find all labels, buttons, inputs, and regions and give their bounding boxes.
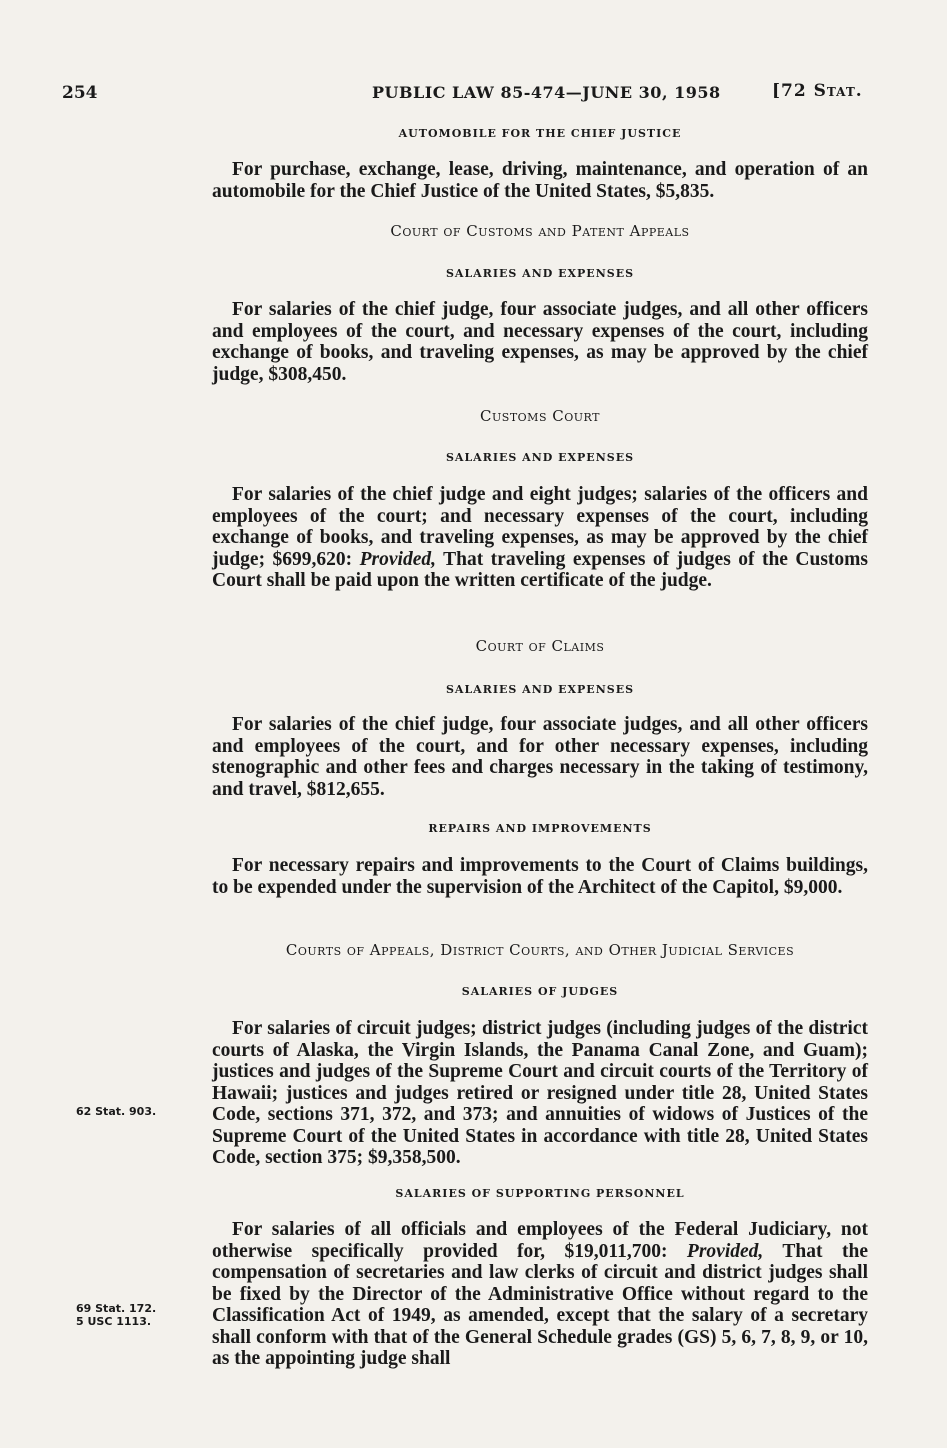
section-heading: REPAIRS AND IMPROVEMENTS [428, 822, 652, 835]
page-number: 254 [62, 83, 98, 103]
section-heading: SALARIES AND EXPENSES [445, 683, 635, 696]
margin-note: 69 Stat. 172. 5 USC 1113. [76, 1302, 157, 1328]
margin-note: 62 Stat. 903. [76, 1105, 157, 1118]
statute-reference: [72 Stat. [772, 81, 863, 101]
section-paragraph: For salaries of the chief judge, four associate judges, and all other officers and employees of the court, and for other necessary expenses, including stenographic and other fees and charges necessary in the taking of testimony, and travel, $812,655. [212, 714, 868, 800]
court-heading: Customs Court [480, 407, 600, 425]
court-heading: Court of Claims [475, 637, 605, 655]
section-heading: AUTOMOBILE FOR THE CHIEF JUSTICE [398, 127, 682, 140]
section-paragraph: For purchase, exchange, lease, driving, maintenance, and operation of an automobile for the Chief Justice of the United States, $5,835. [212, 159, 868, 202]
section-heading: SALARIES OF JUDGES [461, 985, 619, 998]
section-paragraph: For necessary repairs and improvements to the Court of Claims buildings, to be expended under the supervision of the Architect of the Capitol, $9,000. [212, 855, 868, 898]
running-title: PUBLIC LAW 85-474—JUNE 30, 1958 [372, 83, 721, 102]
section-paragraph: For salaries of all officials and employees of the Federal Judiciary, not otherwise specifically provided for, $19,011,700: Provided, That the compensation of secretaries and law clerks of circuit and district judges shall be fixed by the Director of the Administrative Office without regard to the Classification Act of 1949, as amended, except that the salary of a secretary shall conform with that of the General Schedule grades (GS) 5, 6, 7, 8, 9, or 10, as the appointing judge shall [212, 1219, 868, 1369]
section-heading: SALARIES AND EXPENSES [445, 267, 635, 280]
section-paragraph: For salaries of the chief judge, four associate judges, and all other officers and employees of the court, and necessary expenses of the court, including exchange of books, and traveling expenses, as may be approved by the chief judge, $308,450. [212, 299, 868, 385]
section-heading: SALARIES AND EXPENSES [445, 451, 635, 464]
court-heading: Courts of Appeals, District Courts, and Other Judicial Services [285, 941, 795, 959]
section-paragraph: For salaries of the chief judge and eight judges; salaries of the officers and employees of the court; and necessary expenses of the court, including exchange of books, and traveling expenses, as may be approved by the chief judge; $699,620: Provided, That traveling expenses of judges of the Customs Court shall be paid upon the written certificate of the judge. [212, 484, 868, 591]
court-heading: Court of Customs and Patent Appeals [390, 222, 690, 240]
section-paragraph: For salaries of circuit judges; district judges (including judges of the district courts of Alaska, the Virgin Islands, the Panama Canal Zone, and Guam); justices and judges of the Supreme Court and circuit courts of the Territory of Hawaii; justices and judges retired or resigned under title 28, United States Code, sections 371, 372, and 373; and annuities of widows of Justices of the Supreme Court of the United States in accordance with title 28, United States Code, section 375; $9,358,500. [212, 1018, 868, 1168]
section-heading: SALARIES OF SUPPORTING PERSONNEL [395, 1187, 685, 1200]
